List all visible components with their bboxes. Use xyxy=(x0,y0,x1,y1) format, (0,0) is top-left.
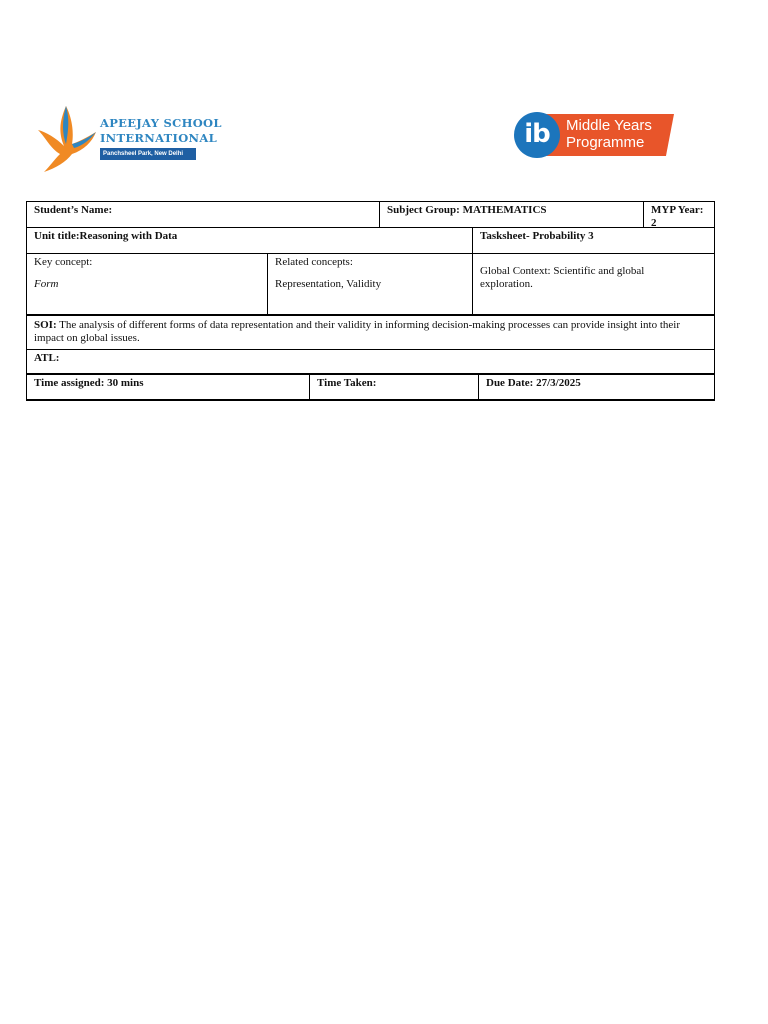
soi-text: The analysis of different forms of data representation and their validity in informing decision-making processes can provide insight into their impact on global issues. xyxy=(34,319,680,344)
row-soi xyxy=(27,316,714,350)
myp-year-label: MYP Year: xyxy=(651,204,704,216)
global-context-cell: Global Context: Scientific and global exploration. xyxy=(480,265,645,290)
atl-cell[interactable]: ATL: xyxy=(34,352,60,364)
key-concept-label: Key concept: xyxy=(34,256,93,268)
related-concepts-value: Representation, Validity xyxy=(275,277,382,290)
time-assigned-cell: Time assigned: 30 mins xyxy=(27,375,310,399)
school-location: Panchsheel Park, New Delhi xyxy=(100,148,196,160)
key-concept-value: Form xyxy=(34,277,59,290)
ib-line2: Programme xyxy=(566,134,645,151)
row-atl xyxy=(27,350,714,375)
ib-mark-icon: ib xyxy=(514,112,560,158)
bird-logo-icon xyxy=(36,102,98,174)
myp-year-value: 2 xyxy=(651,216,657,229)
time-taken-cell[interactable]: Time Taken: xyxy=(310,375,479,399)
related-concepts-cell xyxy=(268,254,473,314)
soi-label: SOI: xyxy=(34,319,57,331)
key-concept-cell xyxy=(27,254,268,314)
soi-cell xyxy=(27,316,712,349)
ib-programme-text xyxy=(566,117,652,151)
due-date-cell: Due Date: 27/3/2025 xyxy=(486,377,581,389)
myp-year-cell xyxy=(644,202,712,227)
row-time xyxy=(27,375,714,399)
tasksheet-cell: Tasksheet- Probability 3 xyxy=(480,230,594,242)
school-logo xyxy=(36,102,222,174)
tasksheet-header-table xyxy=(26,201,715,401)
row-unit xyxy=(27,228,714,254)
ib-line1: Middle Years xyxy=(566,117,652,134)
subject-group-cell: Subject Group: MATHEMATICS xyxy=(380,202,644,227)
row-student xyxy=(27,202,714,228)
school-name-line1: APEEJAY SCHOOL xyxy=(100,116,222,130)
school-name-line2: INTERNATIONAL xyxy=(100,131,217,145)
student-name-cell[interactable]: Student’s Name: xyxy=(27,202,380,227)
row-concepts xyxy=(27,254,714,316)
unit-title-cell: Unit title:Reasoning with Data xyxy=(27,228,473,253)
related-concepts-label: Related concepts: xyxy=(275,256,353,268)
ib-myp-logo xyxy=(514,112,678,160)
